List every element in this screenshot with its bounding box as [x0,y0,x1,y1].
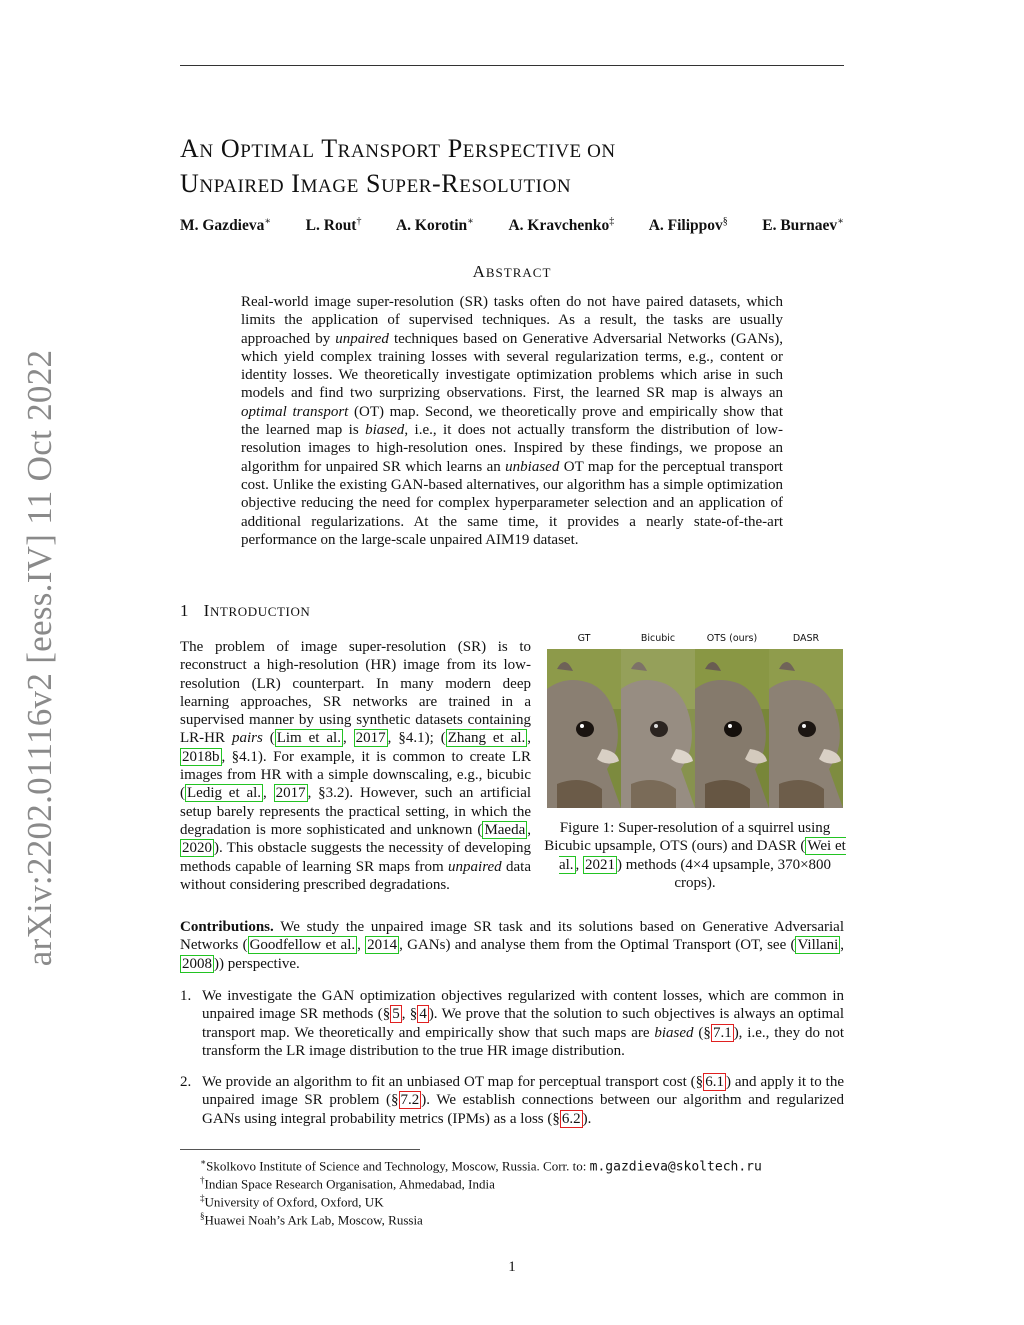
email-link[interactable]: m.gazdieva@skoltech.ru [589,1159,762,1175]
arxiv-sidebar-stamp: arXiv:2202.01116v2 [eess.IV] 11 Oct 2022 [20,349,59,967]
citation-link[interactable]: 2020 [182,840,212,857]
section-ref-link[interactable]: 7.2 [400,1092,420,1109]
section-ref-link[interactable]: 7.1 [712,1024,732,1041]
section-ref-link[interactable]: 6.2 [561,1110,581,1127]
abstract-body: Real-world image super-resolution (SR) tasks often do not have paired datasets, which limits the application of supervised techniques. As a result, the tasks are usually approached by unpaired techniques based on Generative Adversarial Networks (GANs), which yield complex training losses with several regularization terms, e.g., content or identity losses. We theoretically investigate optimization problems which arise in such models and find two surprizing observations. First, the learned SR map is always an optimal transport (OT) map. Second, we theoretically prove and empirically show that the learned map is biased, i.e., it does not actually transform the distribution of low-resolution images to high-resolution ones. Inspired by these findings, we propose an algorithm for unpaired SR which learns an unbiased OT map for the perceptual transport cost. Unlike the existing GAN-based alternatives, our algorithm has a simple optimization objective reducing the need for complex hyperparameter selection and an application of additional regularizations. At the same time, it provides a nearly state-of-the-art performance on the large-scale unpaired AIM19 dataset. [241,294,784,548]
figure-label: GT [577,633,591,644]
citation-link[interactable]: Ledig et al. [187,785,262,802]
citation-link[interactable]: 2008 [182,955,212,972]
contribution-item-1: 1. We investigate the GAN optimization objectives regularized with content losses, which are common in unpaired image SR methods (§ 5 , § 4 ). We prove that the solution to such objectives is always an optimal transport map. We theoretically and empirically show that such maps are biased (§ 7.1 ), i.e., they do not transform the LR image distribution to the true HR image distribution. [180,988,844,1059]
author: E. Burnaev∗ [762,216,844,235]
section-ref-link[interactable]: 5 [392,1006,400,1023]
squirrel-image-gt [547,649,621,808]
footnote: ‡University of Oxford, Oxford, UK [200,1193,384,1210]
section-ref-link[interactable]: 6.1 [705,1074,724,1090]
author: L. Rout† [305,216,362,235]
author: A. Korotin∗ [395,216,474,235]
citation-link[interactable]: 2017 [355,730,386,747]
footnote: §Huawei Noah’s Ark Lab, Moscow, Russia [200,1211,423,1228]
citation-link[interactable]: Maeda [484,821,526,838]
figure-label: DASR [792,633,820,644]
citation-link[interactable]: Lim et al. [276,730,341,747]
author: A. Filippov§ [648,216,728,235]
citation-link[interactable]: Zhang et al. [447,730,526,747]
author: M. Gazdieva∗ [180,216,272,235]
citation-link[interactable]: Goodfellow et al. [249,937,356,954]
citation-link[interactable]: 2014 [367,937,398,954]
citation-link[interactable]: 2018b [182,748,220,765]
intro-paragraph: The problem of image super-resolution (SR) is to reconstruct a high-resolution (HR) image from its low-resolution (LR) counterpart. In many modern deep learning approaches, SR networks are trained in a supervised manner by using synthetic datasets containing LR-HR pairs ( Lim et al. , 2017 , §4.1); ( Zhang et al. , 2018b , §4.1). For example, it is common to create LR images from HR with a simple downscaling, e.g., bicubic ( Ledig et al. , 2017 , §3.2). However, such an artificial setup barely represents the practical setting, in which the degradation is more sophisticated and unknown ( Maeda , 2020 ). This obstacle suggests the necessity of developing methods capable of learning SR maps from unpaired data without considering prescribed degradations. [180,639,532,893]
squirrel-image-ots [695,649,769,808]
header-rule [180,65,844,66]
footnote: †Indian Space Research Organisation, Ahmedabad, India [200,1175,495,1192]
page-number: 1 [508,1259,516,1275]
figure-label: OTS (ours) [706,633,758,644]
citation-link[interactable]: Villani [797,937,839,954]
citation-link[interactable]: 2021 [585,856,616,873]
figure-1-caption: Figure 1: Super-resolution of a squirrel using Bicubic upsample, OTS (ours) and DASR ( Wei et al. , 2021 ) methods (4×4 upsample, 370×800 crops). [544,820,846,891]
section-ref-link[interactable]: 4 [419,1006,427,1023]
figure-1 [547,633,843,808]
figure-column-labels [547,633,843,649]
squirrel-image-bicubic [621,649,695,808]
footnote: ∗Skolkovo Institute of Science and Technology, Moscow, Russia. Corr. to: m.gazdieva@skoltech.ru [200,1157,762,1175]
contributions-paragraph: Contributions. We study the unpaired image SR task and its solutions based on Generative Adversarial Networks ( Goodfellow et al. , 2014 , GANs) and analyse them from the Optimal Transport (OT, see ( Villani , 2008 )) perspective. [180,919,844,972]
paper-title: AN OPTIMAL TRANSPORT PERSPECTIVE ON UNPAIRED IMAGE SUPER-RESOLUTION [180,134,616,198]
contribution-item-2: 2. We provide an algorithm to fit an unbiased OT map for perceptual transport cost (§ 6.1 ) and apply it to the unpaired image SR problem (§ 7.2 ). We establish connections between our algorithm and regularized GANs using integral probability metrics (IPMs) as a loss (§ 6.2 ). [180,1074,844,1127]
author-list [180,216,844,235]
abstract-heading: ABSTRACT [472,262,552,281]
figure-label: Bicubic [640,633,676,644]
footnote-rule [180,1149,420,1150]
squirrel-image-dasr [769,649,843,808]
citation-link[interactable]: 2017 [275,785,306,802]
citation-link[interactable]: Wei et al. [558,838,846,873]
author: A. Kravchenko‡ [508,216,615,235]
section-heading-introduction: 1 INTRODUCTION [180,601,311,620]
